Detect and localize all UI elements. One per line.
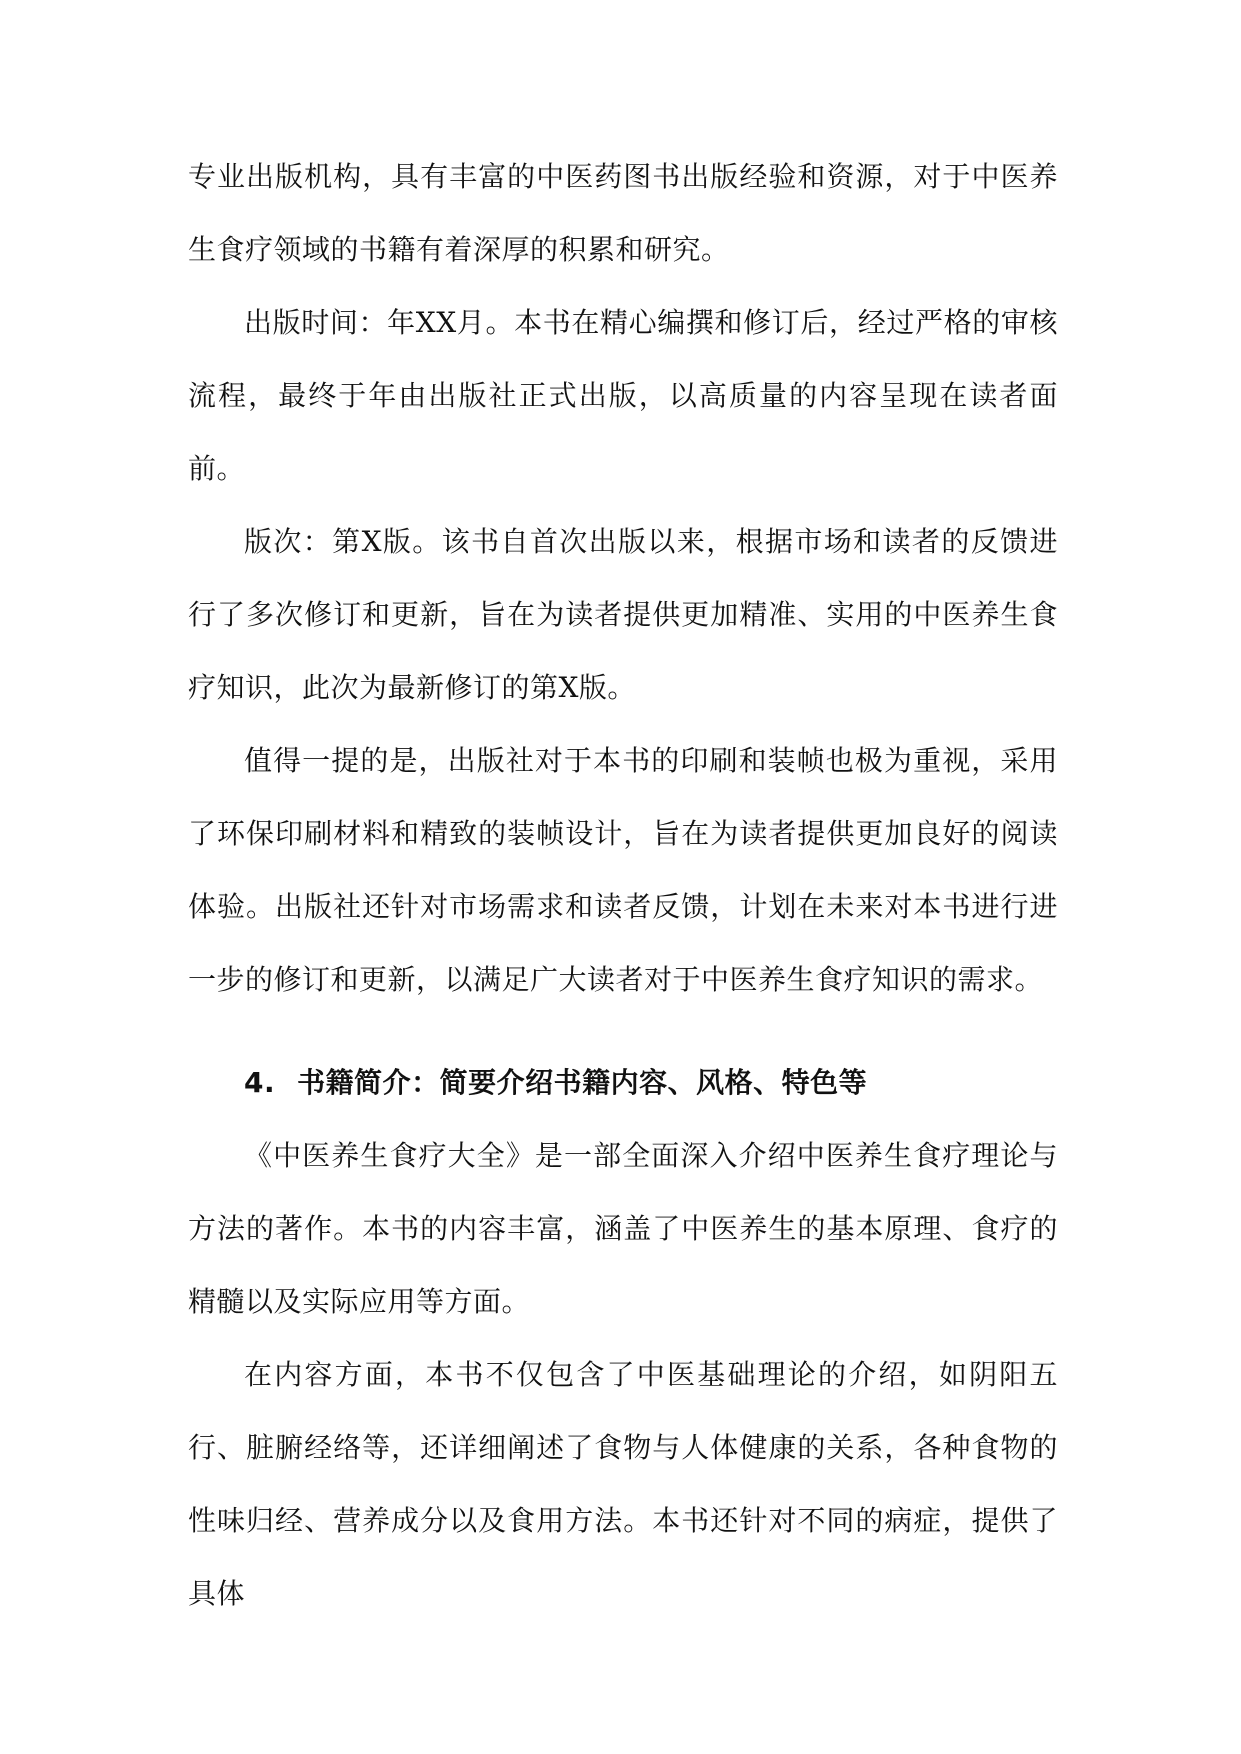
paragraph-edition: 版次：第X版。该书自首次出版以来，根据市场和读者的反馈进行了多次修订和更新，旨在为读者提供更加精准、实用的中医养生食疗知识，此次为最新修订的第X版。 xyxy=(188,525,1058,704)
paragraph-content-aspects: 在内容方面，本书不仅包含了中医基础理论的介绍，如阴阳五行、脏腑经络等，还详细阐述了食物与人体健康的关系，各种食物的性味归经、营养成分以及食用方法。本书还针对不同的病症，提供了具体 xyxy=(188,1358,1058,1610)
section-number: 4. xyxy=(244,1066,276,1099)
paragraph-publication-date: 出版时间：年XX月。本书在精心编撰和修订后，经过严格的审核流程，最终于年由出版社正式出版，以高质量的内容呈现在读者面前。 xyxy=(188,306,1058,485)
paragraph-printing-binding: 值得一提的是，出版社对于本书的印刷和装帧也极为重视，采用了环保印刷材料和精致的装帧设计，旨在为读者提供更加良好的阅读体验。出版社还针对市场需求和读者反馈，计划在未来对本书进行进一步的修订和更新，以满足广大读者对于中医养生食疗知识的需求。 xyxy=(188,744,1058,996)
paragraph-book-intro: 《中医养生食疗大全》是一部全面深入介绍中医养生食疗理论与方法的著作。本书的内容丰富，涵盖了中医养生的基本原理、食疗的精髓以及实际应用等方面。 xyxy=(188,1139,1058,1318)
section-title: 书籍简介：简要介绍书籍内容、风格、特色等 xyxy=(297,1066,868,1099)
paragraph-publisher-continued: 专业出版机构，具有丰富的中医药图书出版经验和资源，对于中医养生食疗领域的书籍有着深厚的积累和研究。 xyxy=(188,160,1058,266)
section-heading xyxy=(188,1046,1058,1119)
document-body xyxy=(188,140,1058,1630)
